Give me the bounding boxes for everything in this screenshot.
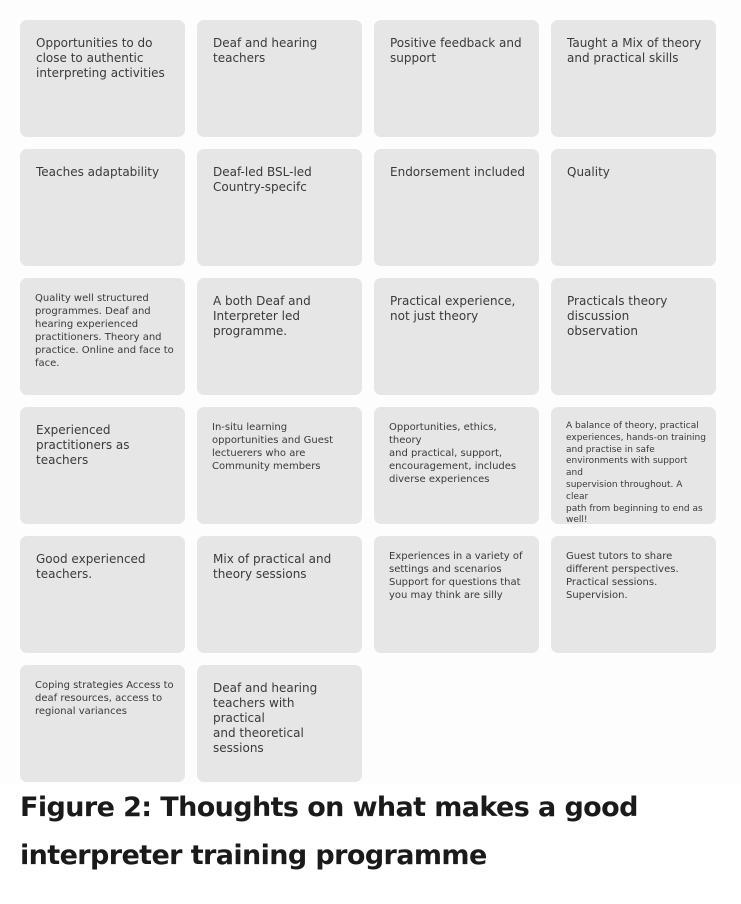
sticky-note xyxy=(20,407,185,524)
sticky-note-text: Practical experience, not just theory xyxy=(390,294,516,323)
sticky-note-text: Quality well structured programmes. Deaf and hearing experienced practitioners. Theory and practice. Online and face to face. xyxy=(35,293,174,369)
sticky-note xyxy=(374,278,539,395)
sticky-note xyxy=(374,149,539,266)
sticky-note-text: Endorsement included xyxy=(390,165,526,179)
sticky-note xyxy=(551,536,716,653)
sticky-note xyxy=(551,149,716,266)
sticky-note xyxy=(551,278,716,395)
sticky-note-text: Experienced practitioners as teachers xyxy=(36,423,130,467)
sticky-note-text: A both Deaf and Interpreter led programme. xyxy=(213,294,311,338)
sticky-note xyxy=(197,149,362,266)
sticky-note-text: Good experienced teachers. xyxy=(36,552,146,581)
sticky-note-text: In-situ learning opportunities and Guest lectuerers who are Community members xyxy=(212,422,334,472)
sticky-note-text: Taught a Mix of theory and practical skills xyxy=(567,36,702,65)
sticky-note xyxy=(20,149,185,266)
sticky-note xyxy=(20,278,185,395)
sticky-note-text: Opportunities to do close to authentic interpreting activities xyxy=(36,36,165,80)
sticky-note xyxy=(20,665,185,782)
sticky-note xyxy=(197,407,362,524)
sticky-note-text: Deaf and hearing teachers xyxy=(213,36,318,65)
sticky-note-grid xyxy=(20,20,716,782)
sticky-note-text: Mix of practical and theory sessions xyxy=(213,552,332,581)
sticky-note-text: Guest tutors to share different perspectives. Practical sessions. Supervision. xyxy=(566,551,679,601)
sticky-note-text: Quality xyxy=(567,165,610,179)
sticky-note xyxy=(197,20,362,137)
sticky-note-text: Deaf-led BSL-led Country-specifc xyxy=(213,165,312,194)
sticky-note xyxy=(197,278,362,395)
sticky-note xyxy=(551,20,716,137)
sticky-note-text: Experiences in a variety of settings and scenarios Support for questions that you may think are silly xyxy=(389,551,523,601)
sticky-note xyxy=(374,20,539,137)
sticky-note-text: Positive feedback and support xyxy=(390,36,522,65)
sticky-note xyxy=(374,536,539,653)
sticky-note xyxy=(20,20,185,137)
sticky-note xyxy=(551,407,716,524)
sticky-note-text: Practicals theory discussion observation xyxy=(567,294,668,338)
sticky-note-text: Teaches adaptability xyxy=(36,165,160,179)
figure-caption: Figure 2: Thoughts on what makes a good interpreter training programme xyxy=(20,792,638,871)
sticky-note xyxy=(197,665,362,782)
sticky-note xyxy=(197,536,362,653)
sticky-note xyxy=(374,407,539,524)
sticky-note-text: Deaf and hearing teachers with practical and theoretical sessions xyxy=(213,681,318,755)
sticky-note-text: A balance of theory, practical experiences, hands-on training and practise in safe environments with support and supervision throughout. A clear path from beginning to end as well! xyxy=(566,421,706,524)
sticky-note-text: Coping strategies Access to deaf resources, access to regional variances xyxy=(35,680,174,717)
sticky-note-text: Opportunities, ethics, theory and practical, support, encouragement, includes diverse experiences xyxy=(389,422,517,485)
sticky-note xyxy=(20,536,185,653)
